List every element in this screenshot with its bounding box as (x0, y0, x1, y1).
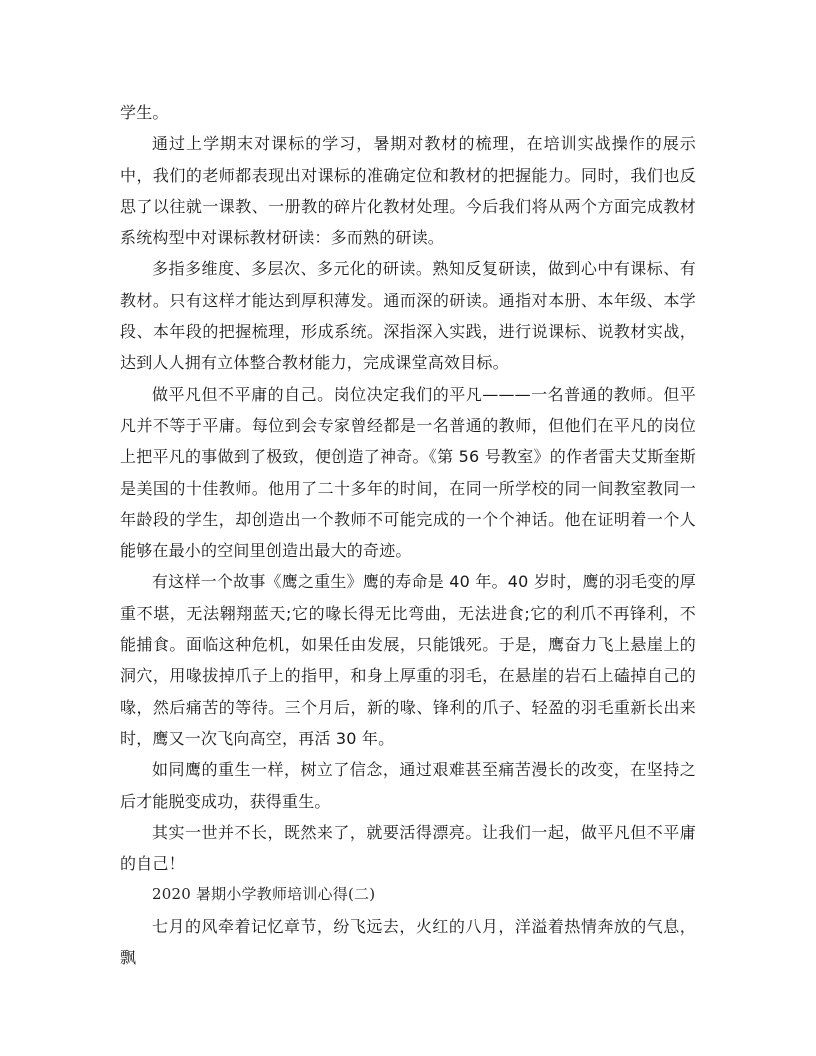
document-body (120, 97, 696, 973)
paragraph-2: 多指多维度、多层次、多元化的研读。熟知反复研读，做到心中有课标、有教材。只有这样才能达到厚积薄发。通而深的研读。通指对本册、本年级、本学段、本年段的把握梳理，形成系统。深指深入实践，进行说课标、说教材实战，达到人人拥有立体整合教材能力，完成课堂高效目标。 (120, 259, 696, 373)
section-heading: 2020 暑期小学教师培训心得(二) (152, 885, 376, 904)
paragraph-last: 七月的风牵着记忆章节，纷飞远去，火红的八月，洋溢着热情奔放的气息，飘 (120, 916, 696, 968)
paragraph-4: 有这样一个故事《鹰之重生》鹰的寿命是 40 年。40 岁时，鹰的羽毛变的厚重不堪，无法翱翔蓝天;它的喙长得无比弯曲，无法进食;它的利爪不再锋利，不能捕食。面临这种危机，如果任由发展，只能饿死。于是，鹰奋力飞上悬崖上的洞穴，用喙拔掉爪子上的指甲，和身上厚重的羽毛，在悬崖的岩石上磕掉自己的喙，然后痛苦的等待。三个月后，新的喙、锋利的爪子、轻盈的羽毛重新长出来时，鹰又一次飞向高空，再活 30 年。 (120, 572, 696, 748)
paragraph-3: 做平凡但不平庸的自己。岗位决定我们的平凡———一名普通的教师。但平凡并不等于平庸。每位到会专家曾经都是一名普通的教师，但他们在平凡的岗位上把平凡的事做到了极致，便创造了神奇。《第 56 号教室》的作者雷夫艾斯奎斯是美国的十佳教师。他用了二十多年的时间，在同一所学校的同一间教室教同一年龄段的学生，却创造出一个教师不可能完成的一个个神话。他在证明着一个人能够在最小的空间里创造出最大的奇迹。 (120, 384, 696, 561)
paragraph-1: 通过上学期末对课标的学习，暑期对教材的梳理，在培训实战操作的展示中，我们的老师都表现出对课标的准确定位和教材的把握能力。同时，我们也反思了以往就一课教、一册教的碎片化教材处理。今后我们将从两个方面完成教材系统构型中对课标教材研读：多而熟的研读。 (120, 134, 696, 248)
paragraph-6: 其实一世并不长，既然来了，就要活得漂亮。让我们一起，做平凡但不平庸的自己！ (120, 822, 696, 874)
paragraph-0: 学生。 (120, 103, 169, 122)
paragraph-5: 如同鹰的重生一样，树立了信念，通过艰难甚至痛苦漫长的改变，在坚持之后才能脱变成功，获得重生。 (120, 760, 696, 811)
